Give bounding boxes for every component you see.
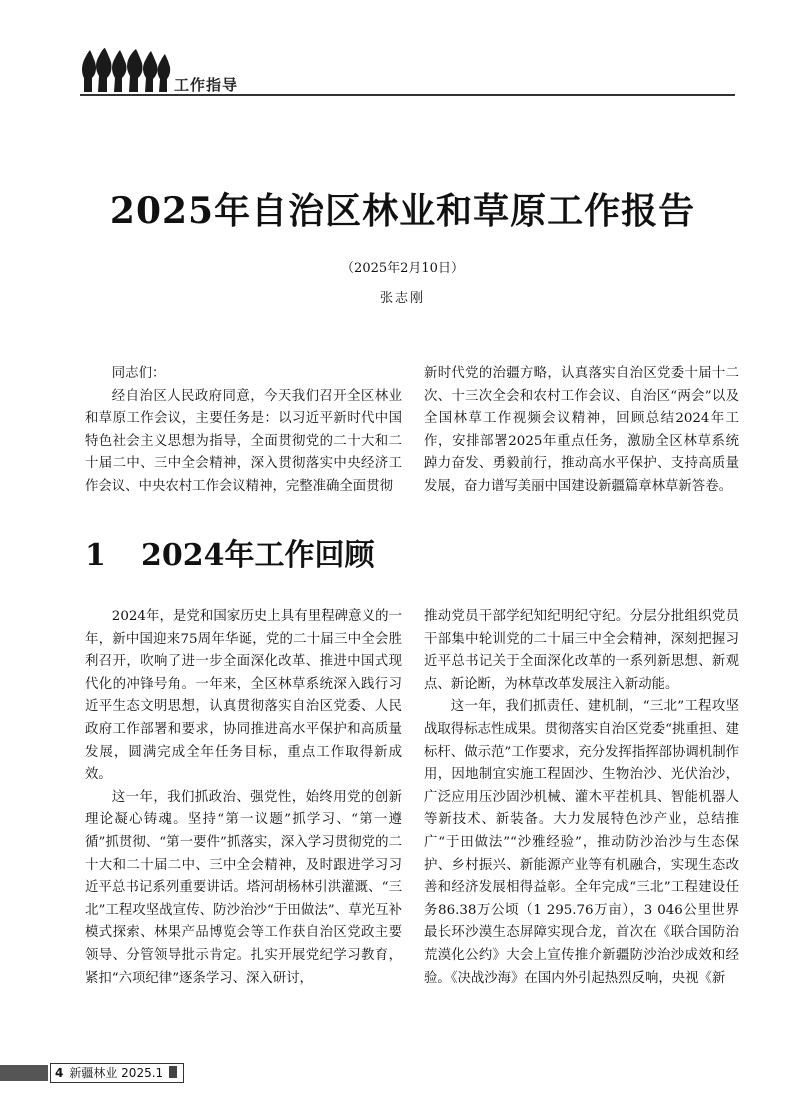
intro-right-column bbox=[424, 363, 739, 499]
intro-paragraph: 经自治区人民政府同意，今天我们召开全区林业和草原工作会议，主要任务是：以习近平新时代中国特色社会主义思想为指导，全面贯彻党的二十大和二十届二中、三中全会精神，深入贯彻落实中央经济工作会议、中央农村工作会议精神，完整准确全面贯彻 bbox=[85, 388, 402, 494]
page-header bbox=[80, 48, 735, 98]
footer-label bbox=[50, 1063, 184, 1083]
intro-paragraph-continued: 新时代党的治疆方略，认真落实自治区党委十届十二次、十三次全会和农村工作会议、自治区“两会”以及全国林草工作视频会议精神，回顾总结2024年工作，安排部署2025年重点任务，激励全区林草系统踔力奋发、勇毅前行，推动高水平保护、支持高质量发展，奋力谱写美丽中国建设新疆篇章林草新答卷。 bbox=[424, 366, 739, 494]
body-right-column bbox=[424, 606, 739, 990]
body-left-column bbox=[85, 606, 402, 990]
body-paragraph-continued: 推动党员干部学纪知纪明纪守纪。分层分批组织党员干部集中轮训党的二十届三中全会精神，深刻把握习近平总书记关于全面深化改革的一系列新思想、新观点、新论断，为林草改革发展注入新动能。 bbox=[424, 609, 739, 692]
section-heading bbox=[85, 530, 375, 574]
page-footer bbox=[0, 1062, 805, 1084]
section-title: 2024年工作回顾 bbox=[141, 538, 375, 573]
article-date: （2025年2月10日） bbox=[341, 261, 464, 276]
body-paragraph: 这一年，我们抓政治、强党性，始终用党的创新理论凝心铸魂。坚持“第一议题”抓学习、“第一遵循”抓贯彻、“第一要件”抓落实，深入学习贯彻党的二十大和二十届二中、三中全会精神，及时跟进学习习近平总书记系列重要讲话。塔河胡杨林引洪灌溉、“三北”工程攻坚战宣传、防沙治沙“于田做法”、草光互补模式探索、林果产品博览会等工作获自治区党政主要领导、分管领导批示肯定。扎实开展党纪学习教育，紧扣“六项纪律”逐条学习、深入研讨， bbox=[85, 789, 402, 986]
article-author: 张志刚 bbox=[379, 291, 425, 306]
section-number: 1 bbox=[85, 538, 106, 573]
salutation: 同志们： bbox=[111, 366, 166, 381]
journal-issue: 新疆林业 2025.1 bbox=[69, 1066, 164, 1080]
body-paragraph: 这一年，我们抓责任、建机制，“三北”工程攻坚战取得标志性成果。贯彻落实自治区党委“挑重担、建标杆、做示范”工作要求，充分发挥指挥部协调机制作用，因地制宜实施工程固沙、生物治沙、光伏治沙，广泛应用压沙固沙机械、灌木平茬机具、智能机器人等新技术、新装备。大力发展特色沙产业，总结推广“于田做法”“沙雅经验”，推动防沙治沙与生态保护、乡村振兴、新能源产业等有机融合，实现生态改善和经济发展相得益彰。全年完成“三北”工程建设任务86.38万公顷（1 295.76万亩），3 046公里世界最长环沙漠生态屏障实现合龙，首次在《联合国防治荒漠化公约》大会上宣传推介新疆防沙治沙成效和经验。《决战沙海》在国内外引起热烈反响，央视《新 bbox=[424, 699, 739, 986]
header-rule bbox=[80, 94, 735, 96]
body-paragraph: 2024年，是党和国家历史上具有里程碑意义的一年，新中国迎来75周年华诞，党的二十届三中全会胜利召开，吹响了进一步全面深化改革、推进中国式现代化的冲锋号角。一年来，全区林草系统深入践行习近平生态文明思想，认真贯彻落实自治区党委、人民政府工作部署和要求，协同推进高水平保护和高质量发展，圆满完成全年任务目标，重点工作取得新成效。 bbox=[85, 609, 402, 783]
intro-left-column bbox=[85, 363, 402, 499]
footer-end-block bbox=[169, 1066, 177, 1078]
article-title: 2025年自治区林业和草原工作报告 bbox=[109, 190, 696, 232]
page-number: 4 bbox=[55, 1066, 64, 1080]
footer-bar bbox=[0, 1065, 48, 1081]
tree-logo-icon bbox=[80, 48, 172, 92]
section-label: 工作指导 bbox=[174, 76, 239, 94]
